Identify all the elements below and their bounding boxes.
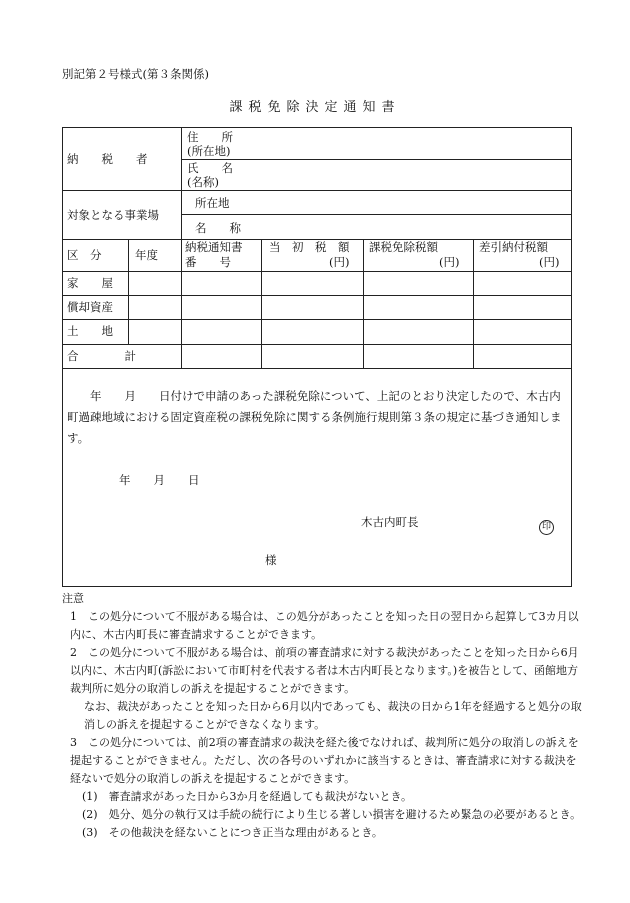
header-initial-tax-unit: (円) <box>329 255 350 269</box>
form-reference: 別記第２号様式(第３条関係) <box>62 67 209 81</box>
notes-heading: 注意 <box>62 592 84 605</box>
note-item: 2 この処分について不服がある場合は、前項の審査請求に対する裁決があったことを知った日から6月以内に、木古内町(訴訟において市町村を代表する者は木古内町長となります。)を被告として、函館地方裁判所に処分の取消しの訴えを提起することができます。 <box>70 646 579 695</box>
header-exempt-tax: 課税免除税額 <box>369 240 438 254</box>
taxpayer-label: 納 税 者 <box>67 152 148 166</box>
site-location-label: 所在地 <box>195 196 230 210</box>
site-name-label: 名 称 <box>195 221 241 235</box>
seal-mark: 印 <box>539 514 554 535</box>
recipient-suffix: 様 <box>265 553 277 567</box>
site-location-field[interactable] <box>263 194 563 212</box>
notice-date: 年 月 日 <box>119 473 200 487</box>
note-item: (3) その他裁決を経ないことにつき正当な理由があるとき。 <box>82 826 383 839</box>
row-label-depreciable-assets: 償却資産 <box>67 300 113 314</box>
name-label: 氏 名 <box>187 161 233 175</box>
name-sublabel: (名称) <box>187 175 219 189</box>
form-table <box>62 127 572 587</box>
address-label: 住 所 <box>187 130 233 144</box>
site-label: 対象となる事業場 <box>67 208 159 222</box>
row-label-building: 家 屋 <box>67 276 113 290</box>
note-item: なお、裁決があったことを知った日から6月以内であっても、裁決の日から1年を経過すると処分の取消しの訴えを提起することができなくなります。 <box>84 700 582 731</box>
header-category: 区 分 <box>67 248 102 262</box>
note-item: 1 この処分について不服がある場合は、この処分があったことを知った日の翌日から起算して3カ月以内に、木古内町長に審査請求することができます。 <box>70 610 579 641</box>
header-net-tax: 差引納付税額 <box>479 240 548 254</box>
address-sublabel: (所在地) <box>187 144 231 158</box>
header-notice-number: 納税通知書 <box>185 240 243 254</box>
note-item: (2) 処分、処分の執行又は手続の続行により生じる著しい損害を避けるため緊急の必要があるとき。 <box>82 808 582 821</box>
header-year: 年度 <box>135 248 158 262</box>
row-label-total: 合 計 <box>67 349 136 363</box>
note-item: 3 この処分については、前2項の審査請求の裁決を経た後でなければ、裁判所に処分の取消しの訴えを提起することができません。ただし、次の各号のいずれかに該当するときは、審査請求に対する裁決を経ないで処分の取消しの訴えを提起することができます。 <box>70 736 579 785</box>
decision-text: 年 月 日付けで申請のあった課税免除について、上記のとおり決定したので、木古内町過疎地域における固定資産税の課税免除に関する条例施行規則第３条の規定に基づき通知します。 <box>67 389 562 445</box>
header-initial-tax: 当 初 税 額 <box>269 240 350 254</box>
document-title: 課税免除決定通知書 <box>229 100 401 115</box>
row-label-land: 土 地 <box>67 324 113 338</box>
notes-section <box>62 590 582 842</box>
issuer-name: 木古内町長 <box>361 515 419 529</box>
header-net-tax-unit: (円) <box>539 255 560 269</box>
header-exempt-tax-unit: (円) <box>439 255 460 269</box>
note-item: (1) 審査請求があった日から3か月を経過しても裁決がないとき。 <box>82 790 413 803</box>
header-notice-number-sub: 番 号 <box>185 255 231 269</box>
site-name-field[interactable] <box>263 218 563 236</box>
name-field[interactable] <box>263 163 563 187</box>
address-field[interactable] <box>263 132 563 156</box>
